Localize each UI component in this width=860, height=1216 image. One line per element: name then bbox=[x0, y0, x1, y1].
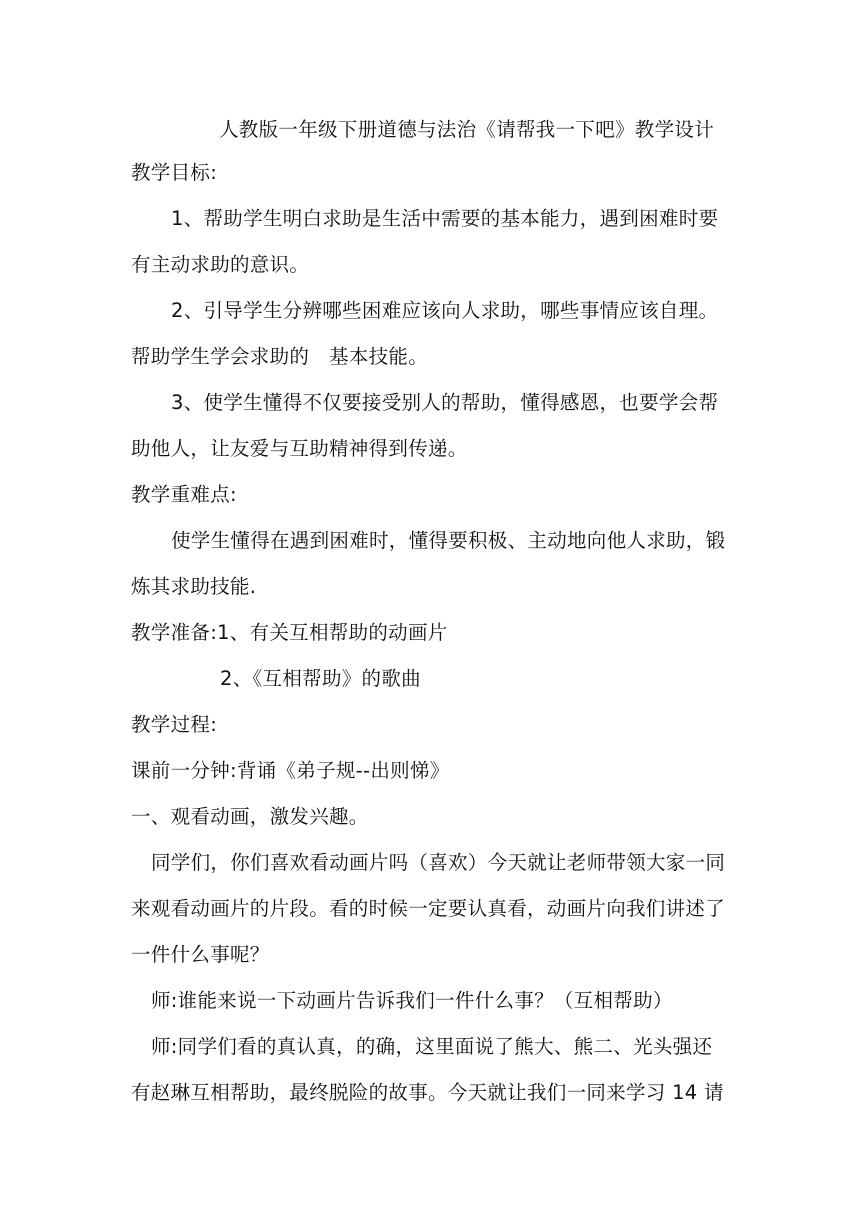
paragraph-line: 2、《互相帮助》的歌曲 bbox=[220, 667, 421, 690]
paragraph-line: 师:谁能来说一下动画片告诉我们一件什么事？（互相帮助） bbox=[151, 989, 673, 1012]
paragraph-line: 炼其求助技能. bbox=[131, 575, 257, 598]
paragraph-line: 有主动求助的意识。 bbox=[131, 253, 310, 276]
paragraph-line: 帮助学生学会求助的 基本技能。 bbox=[131, 345, 429, 368]
heading-process: 教学过程: bbox=[131, 713, 218, 736]
paragraph-line: 有赵琳互相帮助，最终脱险的故事。今天就让我们一同来学习 14 请 bbox=[131, 1081, 724, 1104]
paragraph-line: 课前一分钟:背诵《弟子规--出则悌》 bbox=[131, 759, 450, 782]
paragraph-line: 一件什么事呢？ bbox=[131, 943, 270, 966]
paragraph-line: 师:同学们看的真认真，的确，这里面说了熊大、熊二、光头强还 bbox=[151, 1035, 713, 1058]
heading-objectives: 教学目标: bbox=[131, 161, 218, 184]
heading-key-points: 教学重难点: bbox=[131, 483, 237, 506]
paragraph-line: 来观看动画片的片段。看的时候一定要认真看，动画片向我们讲述了 bbox=[131, 897, 726, 920]
paragraph-line: 同学们，你们喜欢看动画片吗（喜欢）今天就让老师带领大家一同 bbox=[151, 851, 726, 874]
heading-preparation: 教学准备:1、有关互相帮助的动画片 bbox=[131, 621, 448, 644]
paragraph-line: 3、使学生懂得不仅要接受别人的帮助，懂得感恩，也要学会帮 bbox=[171, 391, 719, 414]
section-heading: 一、观看动画，激发兴趣。 bbox=[131, 805, 369, 828]
paragraph-line: 助他人，让友爱与互助精神得到传递。 bbox=[131, 437, 468, 460]
paragraph-line: 2、引导学生分辨哪些困难应该向人求助，哪些事情应该自理。 bbox=[171, 299, 719, 322]
paragraph-line: 1、帮助学生明白求助是生活中需要的基本能力，遇到困难时要 bbox=[171, 207, 719, 230]
paragraph-line: 使学生懂得在遇到困难时，懂得要积极、主动地向他人求助，锻 bbox=[171, 529, 726, 552]
document-title: 人教版一年级下册道德与法治《请帮我一下吧》教学设计 bbox=[219, 118, 715, 141]
